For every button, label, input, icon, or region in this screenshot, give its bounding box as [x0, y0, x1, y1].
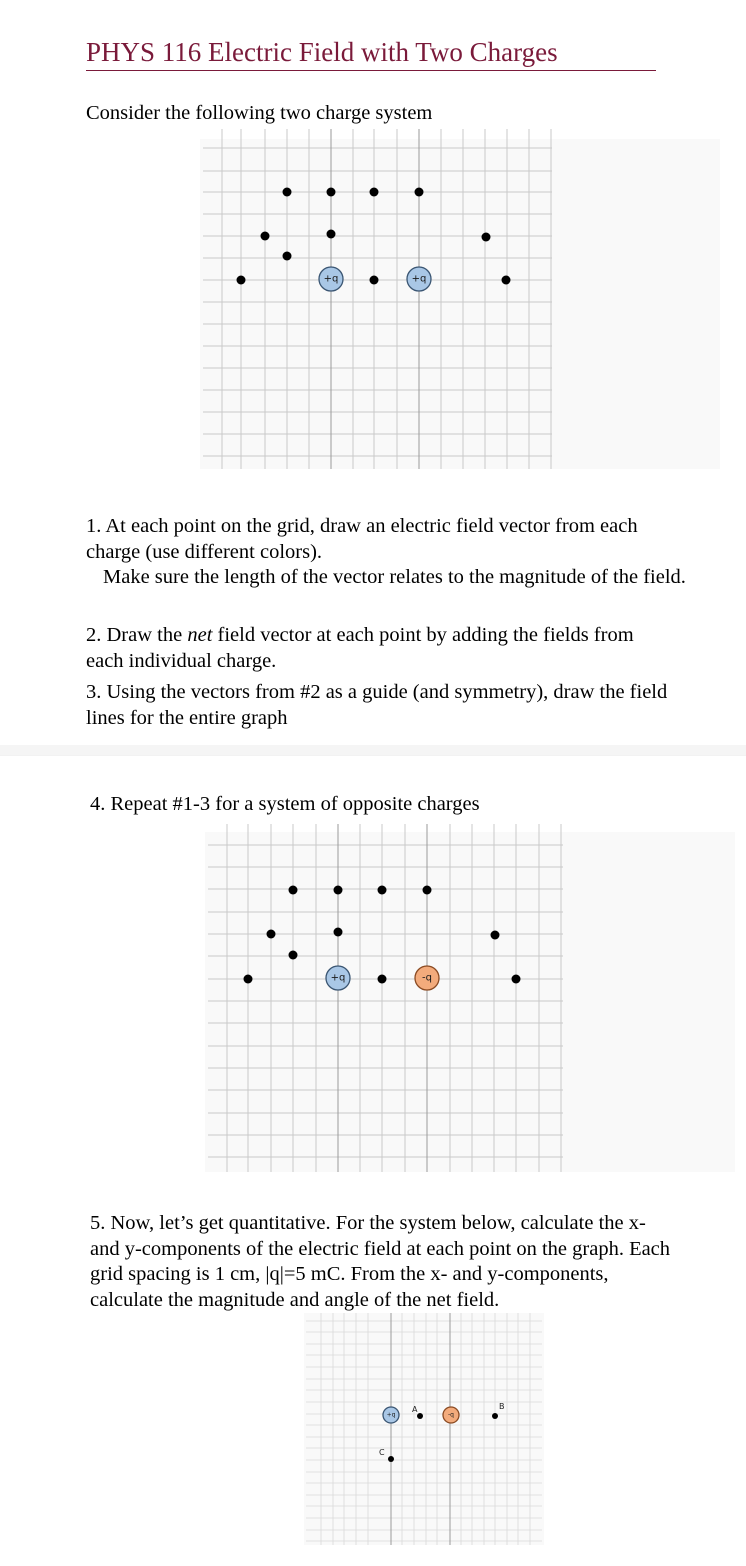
field-point: [491, 931, 500, 940]
charge-negative: [415, 966, 439, 990]
page-divider: [0, 745, 746, 755]
field-point: [378, 975, 387, 984]
charge-label-left: +q: [323, 273, 339, 285]
quantitative-grid: [304, 1313, 544, 1545]
field-point: [512, 975, 521, 984]
emphasis-net: net: [187, 624, 213, 646]
charge-negative: [443, 1407, 459, 1423]
field-point: [289, 951, 298, 960]
field-point: [237, 276, 246, 285]
field-point: [289, 886, 298, 895]
question-1: 1. At each point on the grid, draw an electric field vector from each charge (use different colors).: [86, 515, 638, 563]
charge-label-left: +q: [330, 972, 346, 984]
field-point: [334, 886, 343, 895]
question-2: 2. Draw the net field vector at each point by adding the fields from each individual charge.: [86, 624, 634, 672]
field-point: [423, 886, 432, 895]
field-point: [482, 233, 491, 242]
point-a-label: A: [412, 1405, 418, 1414]
field-point: [327, 230, 336, 239]
point-b-label: B: [499, 1402, 505, 1411]
field-point: [415, 188, 424, 197]
opposite-charge-grid: [205, 822, 735, 1182]
charge-positive: [326, 966, 350, 990]
question-5: 5. Now, let’s get quantitative. For the system below, calculate the x- and y-components of the electric field at each point on the graph. Each grid spacing is 1 cm, |q|=5 mC. From the x- and y-components, calculate the magnitude and angle of the net field.: [90, 1212, 671, 1311]
charge-left: [319, 267, 343, 291]
charge-positive: [383, 1407, 399, 1423]
field-point: [370, 276, 379, 285]
point-c-label: C: [379, 1448, 385, 1457]
charge-label-right: +q: [411, 273, 427, 285]
grid-background: [304, 1313, 544, 1545]
question-1-note: Make sure the length of the vector relates to the magnitude of the field.: [103, 566, 686, 588]
field-point: [283, 252, 292, 261]
page-title: PHYS 116 Electric Field with Two Charges: [86, 36, 656, 71]
field-point: [334, 928, 343, 937]
charge-label-right: -q: [422, 972, 432, 984]
field-point: [370, 188, 379, 197]
field-point: [327, 188, 336, 197]
field-point: [267, 930, 276, 939]
charge-label-left: +q: [386, 1411, 396, 1419]
two-positive-charge-grid: [200, 124, 720, 474]
field-point: [378, 886, 387, 895]
question-3: 3. Using the vectors from #2 as a guide (and symmetry), draw the field lines for the entire graph: [86, 681, 668, 729]
field-point: [244, 975, 253, 984]
question-4: 4. Repeat #1-3 for a system of opposite charges: [90, 793, 480, 815]
field-point: [502, 276, 511, 285]
worksheet-page-1: [0, 0, 746, 745]
grid-background: [205, 832, 735, 1172]
grid-background: [200, 139, 720, 469]
intro-text: Consider the following two charge system: [86, 102, 433, 124]
field-point: [261, 232, 270, 241]
field-point: [283, 188, 292, 197]
charge-right: [407, 267, 431, 291]
charge-label-right: -q: [448, 1411, 454, 1419]
